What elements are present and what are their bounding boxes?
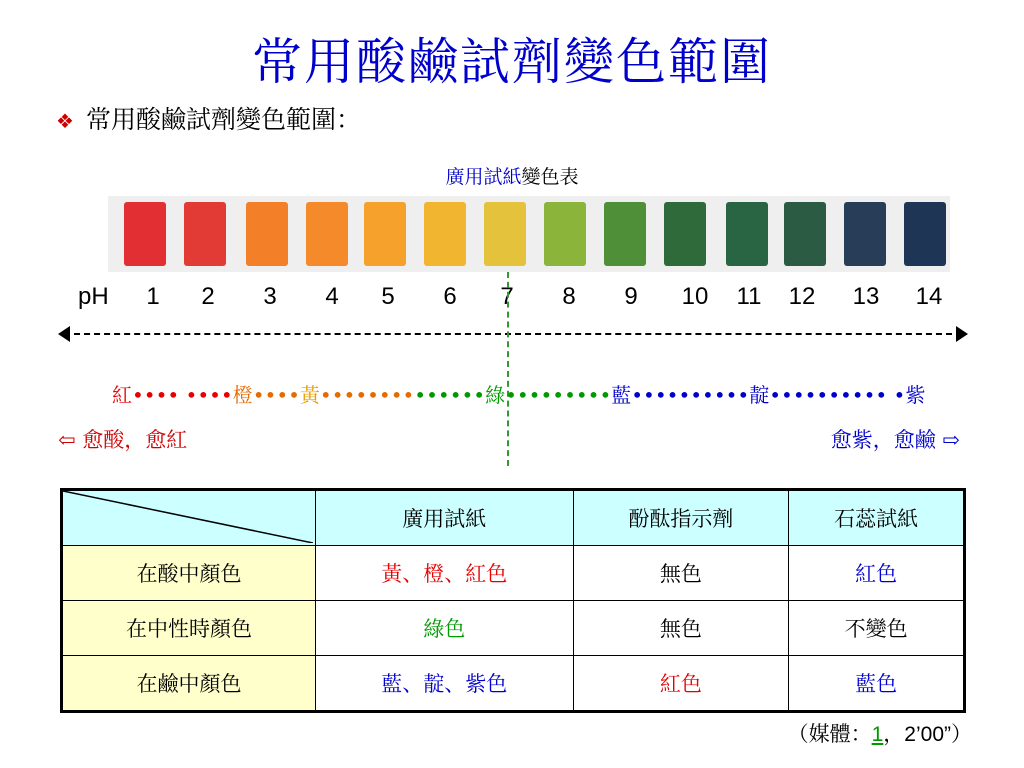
table-row	[62, 601, 965, 656]
color-word-red: 紅	[112, 383, 132, 407]
header-universal-paper: 廣用試紙	[316, 490, 574, 546]
table-row	[62, 656, 965, 712]
ph-label-4: 4	[325, 283, 339, 310]
ph-label-14: 14	[915, 283, 943, 310]
ph-label-12: 12	[788, 283, 816, 310]
ph-label-8: 8	[562, 283, 576, 310]
cell-base-universal: 藍、靛、紫色	[316, 656, 574, 712]
cell-neutral-phenolphthalein: 無色	[573, 601, 789, 656]
ph-swatch-1	[124, 202, 166, 266]
cell-neutral-litmus: 不變色	[789, 601, 965, 656]
ph-swatch-9	[604, 202, 646, 266]
media-close: ）	[951, 722, 972, 746]
right-arrow-icon	[956, 326, 968, 342]
neutral-marker-line	[507, 272, 509, 466]
color-word-yellow: 黃	[299, 383, 320, 407]
ph-swatch-12	[784, 202, 826, 266]
ph-label-9: 9	[624, 283, 638, 310]
ph-label-5: 5	[381, 283, 395, 310]
table-header-row	[62, 490, 965, 546]
ph-label-11: 11	[736, 283, 762, 310]
color-word-orange: 橙	[232, 383, 253, 407]
ph-swatch-4	[306, 202, 348, 266]
slide-title: 常用酸鹼試劑變色範圍	[252, 33, 772, 91]
color-word-purple: 紫	[905, 383, 926, 407]
ph-swatch-13	[844, 202, 886, 266]
strip-title	[0, 162, 1024, 189]
indicator-table	[60, 488, 966, 713]
ph-label-1: 1	[146, 283, 160, 310]
base-direction-text: 愈紫，愈鹼 ⇨	[830, 428, 960, 452]
cell-acid-phenolphthalein: 無色	[573, 546, 789, 601]
ph-swatch-8	[544, 202, 586, 266]
table-corner-cell	[62, 490, 316, 546]
header-phenolphthalein: 酚酞指示劑	[573, 490, 789, 546]
ph-label-13: 13	[852, 283, 880, 310]
media-duration: 2’00”	[904, 723, 951, 746]
cell-acid-litmus: 紅色	[789, 546, 965, 601]
ph-label-2: 2	[201, 283, 215, 310]
diamond-bullet-icon: ❖	[56, 109, 74, 133]
media-suffix: ，	[883, 722, 905, 746]
ph-axis-line	[64, 333, 962, 335]
ph-swatch-7	[484, 202, 526, 266]
cell-base-litmus: 藍色	[789, 656, 965, 712]
color-progression-row: 紅•••• ••••橙••••黃••••••••••••••綠•••••••••藍••••••••••靛•••••••••• •紫	[112, 383, 926, 407]
strip-title-rest: 變色表	[521, 166, 579, 188]
row-label-base: 在鹼中顏色	[62, 656, 316, 712]
ph-label-7: 7	[500, 283, 514, 310]
ph-swatch-2	[184, 202, 226, 266]
ph-swatch-11	[726, 202, 768, 266]
diagonal-line-icon	[63, 491, 313, 543]
ph-label-10: 10	[681, 283, 709, 310]
row-label-acid: 在酸中顏色	[62, 546, 316, 601]
ph-color-strip	[108, 196, 950, 272]
ph-swatch-3	[246, 202, 288, 266]
table-row	[62, 546, 965, 601]
ph-label-6: 6	[443, 283, 457, 310]
ph-prefix: pH	[78, 283, 109, 310]
left-arrow-icon	[58, 326, 70, 342]
bullet-text: 常用酸鹼試劑變色範圍：	[85, 105, 361, 134]
cell-base-phenolphthalein: 紅色	[573, 656, 789, 712]
color-word-blue: 藍	[611, 383, 632, 407]
media-prefix: （媒體：	[787, 722, 872, 746]
cell-acid-universal: 黃、橙、紅色	[316, 546, 574, 601]
ph-label-3: 3	[263, 283, 277, 310]
ph-swatch-14	[904, 202, 946, 266]
header-litmus: 石蕊試紙	[789, 490, 965, 546]
ph-swatch-5	[364, 202, 406, 266]
media-reference	[788, 718, 972, 748]
color-word-green: 綠	[485, 383, 506, 407]
media-link[interactable]: 1	[871, 723, 884, 746]
ph-swatch-10	[664, 202, 706, 266]
strip-title-blue: 廣用試紙	[445, 166, 522, 188]
ph-swatch-6	[424, 202, 466, 266]
acid-direction-text: ⇦ 愈酸，愈紅	[58, 428, 188, 452]
cell-neutral-universal: 綠色	[316, 601, 574, 656]
color-word-indigo: 靛	[749, 383, 770, 407]
row-label-neutral: 在中性時顏色	[62, 601, 316, 656]
bullet-line	[56, 100, 361, 136]
